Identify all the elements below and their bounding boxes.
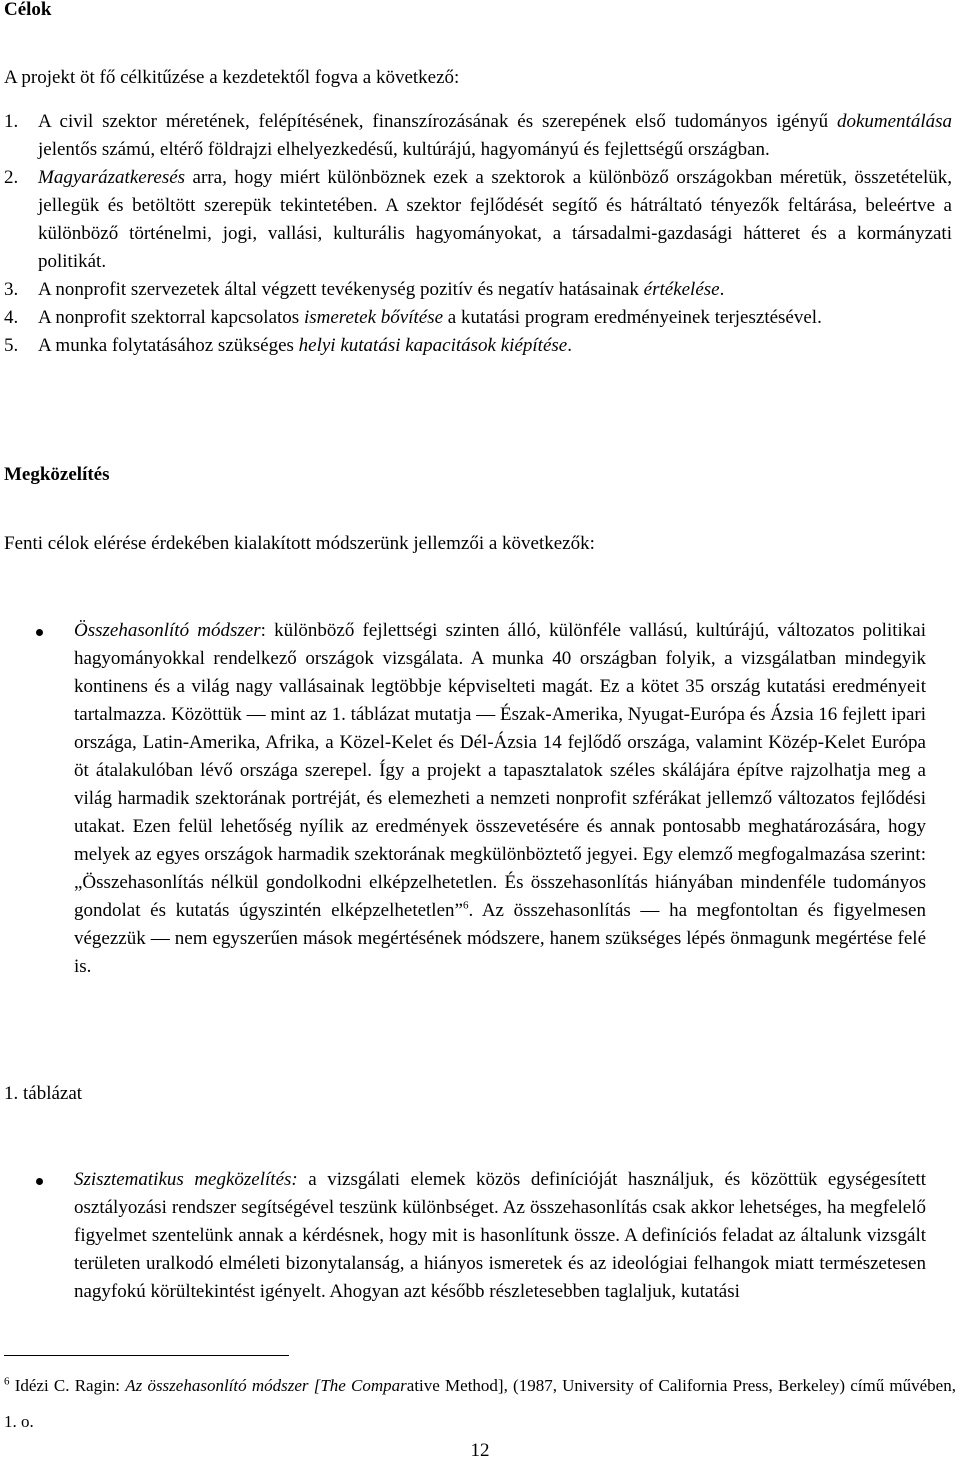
intro-paragraph: A projekt öt fő célkitűzése a kezdetektől fogva a következő: — [4, 67, 460, 88]
goal-item: 3. A nonprofit szervezetek által végzett tevékenység pozitív és negatív hatásainak értékelése. — [4, 276, 952, 304]
goal-emphasis: helyi kutatási kapacitások kiépítése — [298, 335, 568, 356]
bullet-dot — [36, 629, 43, 636]
footnote-title: Az összehasonlító módszer [The Compar — [125, 1376, 407, 1395]
bullet-term: Szisztematikus megközelítés: — [74, 1169, 298, 1190]
footnote: $^6$ Idézi C. Ragin: Az összehasonlító módszer [The Comparative Method], (1987, University of California Press, Berkeley) című művében, 1. o. — [4, 1375, 956, 1431]
goal-item: 1. A civil szektor méretének, felépítésének, finanszírozásának és szerepének első tudományos igényű dokumentálása jelentős számú, eltérő földrajzi elhelyezkedésű, kultúrájú, hagyományú és fejlettségű országban. — [4, 108, 952, 164]
footnote-separator — [4, 1355, 289, 1356]
table-caption: 1. táblázat — [4, 1083, 83, 1104]
goal-emphasis: dokumentálása — [836, 111, 952, 132]
bullet-term: Összehasonlító módszer — [74, 620, 261, 641]
bullet-dot — [36, 1178, 43, 1185]
footnote-number: 6 — [4, 1375, 10, 1388]
section-heading-celok: Célok — [4, 0, 52, 20]
goal-item: 2. Magyarázatkeresés arra, hogy miért különböznek ezek a szektorok a különböző országokban méretük, összetételük, jellegük és betöltött szerepük tekintetében. A szektor fejlődését segítő és hátráltató tényezők feltárása, beleértve a különböző történelmi, jogi, vallási, kulturális hagyományokat, a társadalmi-gazdasági hátteret és a kormányzati politikát. — [4, 164, 952, 276]
goal-number: 5. — [4, 335, 19, 356]
goal-emphasis: ismeretek bővítése — [303, 307, 444, 328]
goal-emphasis: Magyarázatkeresés — [38, 167, 186, 188]
goal-item: 5. A munka folytatásához szükséges helyi kutatási kapacitások kiépítése. — [4, 332, 952, 360]
bullet-text: Szisztematikus megközelítés: a vizsgálati elemek közös definícióját használjuk, és közöttük egységesített osztályozási rendszer segítségével teszünk különbséget. Az összehasonlítás csak akkor lehetséges, ha megfelelő figyelmet szentelünk annak a kérdésnek, hogy mit is hasonlítunk össze. A definíciós feladat az általunk vizsgált területen uralkodó elméleti bizonytalanság, a hiányos ismeretek és az ideológiai felhangok miatt természetesen nagyfokú körültekintést igényelt. Ahogyan azt később részletesebben taglaljuk, kutatási — [74, 1169, 927, 1302]
section-heading-megkozelites: Megközelítés — [4, 464, 110, 485]
goal-number: 4. — [4, 307, 19, 328]
approach-intro: Fenti célok elérése érdekében kialakított módszerünk jellemzői a következők: — [4, 533, 595, 554]
bullet-text: Összehasonlító módszer: különböző fejlettségi szinten álló, különféle vallású, kultúrájú, változatos politikai hagyományokkal rendelkező országok vizsgálata. A munka 40 országban folyik, a vizsgálatban mindegyik kontinens és a világ nagy vallásainak legtöbbje képviselteti magát. Ez a kötet 35 ország kutatási eredményeit tartalmazza. Közöttük ― mint az 1. táblázat mutatja ― Észak-Amerika, Nyugat-Európa és Ázsia 16 fejlett ipari országa, Latin-Amerika, Afrika, a Közel-Kelet és Dél-Ázsia 14 fejlődő országa, valamint Közép-Kelet Európa öt átalakulóban lévő országa szerepel. Így a projekt a tapasztalatok széles skálájára építve rajzolhatja meg a világ harmadik szektorának portréját, és elemezheti a nemzeti nonprofit szférákat jellemző változatos fejlődési utakat. Ezen felül lehetőség nyílik az eredmények összevetésére és annak pontosabb meghatározására, hogy melyek az egyes országok harmadik szektorának megkülönböztető jegyei. Egy elemző megfogalmazása szerint: „Összehasonlítás nélkül gondolkodni elképzelhetetlen. És összehasonlítás hiányában mindenféle tudományos gondolat és kutatás úgyszintén elképzelhetetlen”$^6$. Az összehasonlítás ― ha megfontoltan és figyelmesen végezzük ― nem egyszerűen mások megértésének módszere, hanem szükséges lépés önmagunk megértése felé is. — [74, 620, 926, 977]
footnote-ref: 6 — [462, 899, 469, 912]
goal-number: 1. — [4, 111, 19, 132]
goal-emphasis: értékelése — [643, 279, 720, 300]
goals-list — [4, 108, 952, 360]
page-number: 12 — [470, 1440, 490, 1461]
goal-number: 2. — [4, 167, 19, 188]
goal-item: 4. A nonprofit szektorral kapcsolatos ismeretek bővítése a kutatási program eredményeinek terjesztésével. — [4, 304, 952, 332]
goal-number: 3. — [4, 279, 19, 300]
